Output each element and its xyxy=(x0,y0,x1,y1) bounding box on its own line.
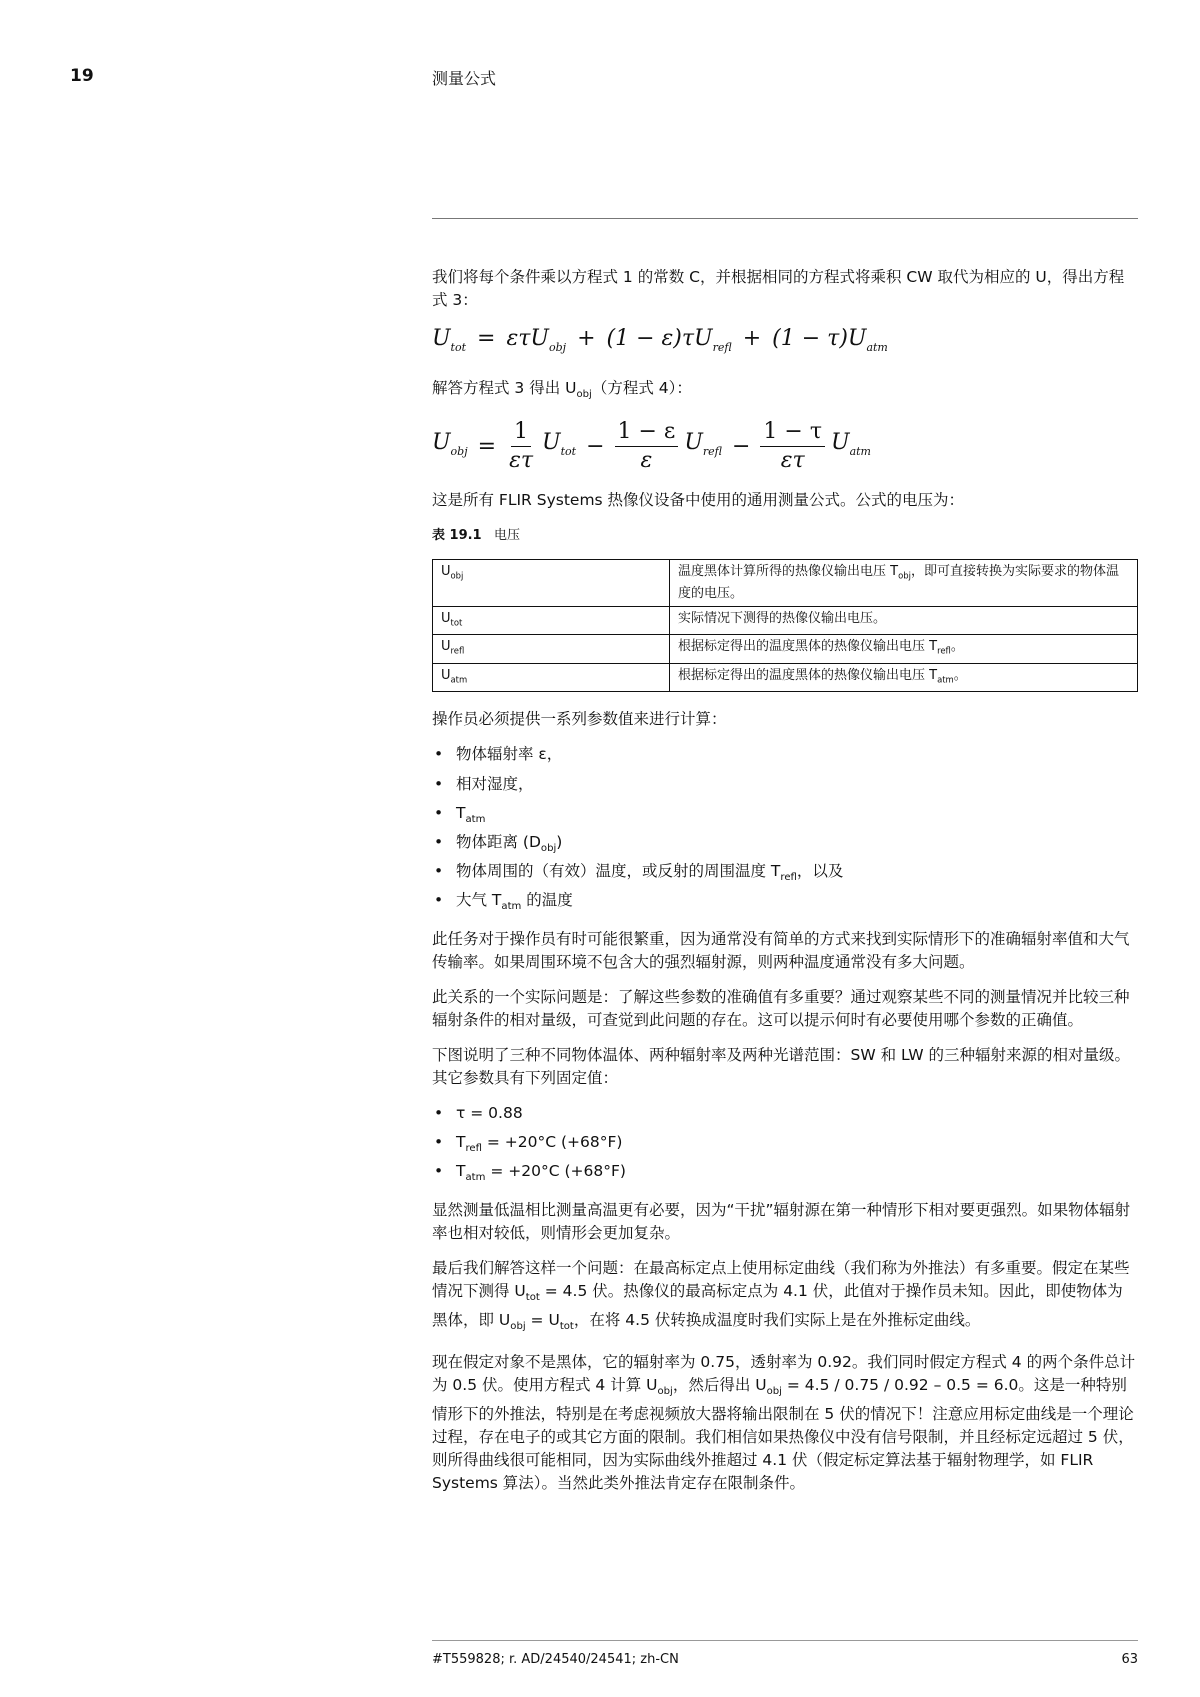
list-item: • $T_{refl} = +20^\circ C$ (+68°F) xyxy=(432,1131,1138,1160)
list-item: • 物体辐射率 ε， xyxy=(432,743,1138,772)
eq3-term1: ετU$_{obj}$ xyxy=(506,326,567,354)
table-cell-description: 根据标定得出的温度黑体的热像仪输出电压 $T_{refl}$。 xyxy=(670,635,1138,664)
main-content xyxy=(432,266,1138,1507)
eq3-term3: $(1 - \tau)U_{atm}$ xyxy=(772,326,888,354)
table-caption: 表 19.1 电压 xyxy=(432,528,521,544)
fixed-values-list xyxy=(432,1102,1138,1189)
footer-divider xyxy=(432,1640,1138,1641)
table-cell-symbol: $U_{atm}$ xyxy=(433,663,670,692)
table-cell-symbol: $U_{refl}$ xyxy=(433,635,670,664)
eq3-term2: $(1 - \varepsilon)\tau U_{refl}$ xyxy=(606,326,732,354)
table-cell-description: 根据标定得出的温度黑体的热像仪输出电压 $T_{atm}$。 xyxy=(670,663,1138,692)
paragraph-params-intro: 操作员必须提供一系列参数值来进行计算： xyxy=(432,710,727,729)
table-row xyxy=(433,663,1138,692)
eq4-fraction-2: $\frac{1 - \varepsilon}{\varepsilon}$ xyxy=(615,418,679,475)
table-cell-symbol: $U_{obj}$ xyxy=(433,560,670,607)
page-number: 63 xyxy=(1121,1652,1138,1667)
list-item: • τ = 0.88 xyxy=(432,1102,1138,1131)
eq4-fraction-1: $\frac{1}{\varepsilon\tau}$ xyxy=(509,419,534,474)
table-cell-description: 温度黑体计算所得的热像仪输出电压 $T_{obj}$，即可直接转换为实际要求的物体温度的电压。 xyxy=(670,560,1138,607)
table-row xyxy=(433,560,1138,607)
table-row xyxy=(433,635,1138,664)
chapter-number: 19 xyxy=(70,66,94,86)
paragraph-formula-note: 这是所有 FLIR Systems 热像仪设备中使用的通用测量公式。公式的电压为： xyxy=(432,491,965,510)
list-item: • 大气 $T_{atm}$ 的温度 xyxy=(432,889,1138,918)
list-item: • $T_{atm}$ xyxy=(432,802,1138,831)
voltage-table xyxy=(432,559,1138,692)
table-row xyxy=(433,606,1138,635)
equation-3: $U_{tot} = \varepsilon\tau U_{obj} + (1 - \varepsilon)\tau U_{refl} + (1 - \tau)U_{atm}$ xyxy=(432,326,888,354)
list-item: • 相对湿度， xyxy=(432,773,1138,802)
paragraph-solve: 解答方程式 3 得出 $U_{obj}$（方程式 4）： xyxy=(432,379,692,401)
paragraph-low-temperature: 显然测量低温相比测量高温更有必要，因为“干扰”辐射源在第一种情形下相对要更强烈。如果物体辐射率也相对较低，则情形会更加复杂。 xyxy=(432,1201,1131,1243)
paragraph-non-blackbody: 现在假定对象不是黑体，它的辐射率为 0.75，透射率为 0.92。我们同时假定方程式 4 的两个条件总计为 0.5 伏。使用方程式 4 计算 $U_{obj}$，然后得出 $U_{obj} = 4.5 / 0.75 / 0.92 - 0.5 = 6.0$。这是一种特别情形下的外推法，特别是在考虑视频放大器将输出限制在 5 伏的情况下！注意应用标定曲线是一个理论过程，存在电子的或其它方面的限制。我们相信如果热像仪中没有信号限制，并且经标定远超过 5 伏，则所得曲线很可能相同，因为实际曲线外推超过 4.1 伏（假定标定算法基于辐射物理学，如 FLIR Systems 算法）。当然此类外推法肯定存在限制条件。 xyxy=(432,1352,1136,1492)
eq4-fraction-3: $\frac{1 - \tau}{\varepsilon\tau}$ xyxy=(760,418,825,475)
table-cell-description: 实际情况下测得的热像仪输出电压。 xyxy=(670,606,1138,635)
paragraph-extrapolation: 最后我们解答这样一个问题：在最高标定点上使用标定曲线（我们称为外推法）有多重要。假定在某些情况下测得 $U_{tot} = 4.5$ 伏。热像仪的最高标定点为 4.1 伏，此值对于操作员未知。因此，即使物体为黑体，即 $U_{obj} = U_{tot}$，在将 4.5 伏转换成温度时我们实际上是在外推标定曲线。 xyxy=(432,1259,1130,1333)
paragraph-intro: 我们将每个条件乘以方程式 1 的常数 C，并根据相同的方程式将乘积 CW 取代为相应的 U，得出方程式 3： xyxy=(432,268,1125,309)
eq4-lhs: $U_{obj}$ xyxy=(432,429,468,458)
eq3-lhs: $U_{tot}$ xyxy=(432,326,467,354)
paragraph-figure-description: 下图说明了三种不同物体温体、两种辐射率及两种光谱范围：SW 和 LW 的三种辐射来源的相对量级。其它参数具有下列固定值： xyxy=(432,1046,1130,1088)
paragraph-practical-problem: 此关系的一个实际问题是：了解这些参数的准确值有多重要？通过观察某些不同的测量情况并比较三种辐射条件的相对量级，可查觉到此问题的存在。这可以提示何时有必要使用哪个参数的正确值。 xyxy=(432,988,1130,1030)
header-divider xyxy=(432,218,1138,219)
document-reference: #T559828; r. AD/24540/24541; zh-CN xyxy=(432,1652,679,1667)
params-list xyxy=(432,743,1138,918)
list-item: • $T_{atm} = +20^\circ C$ (+68°F) xyxy=(432,1160,1138,1189)
equation-4: $U_{obj}$ = $\frac{1}{\varepsilon\tau}$ $U_{tot}$ − $\frac{1 - \varepsilon}{\varepsilon}$ $U_{refl}$ − $\frac{1 - \tau}{\varepsilon\tau}$ $U_{atm}$ xyxy=(432,419,871,474)
list-item: • 物体周围的（有效）温度，或反射的周围温度 $T_{refl}$，以及 xyxy=(432,860,1138,889)
chapter-title: 测量公式 xyxy=(432,69,497,88)
paragraph-task-burden: 此任务对于操作员有时可能很繁重，因为通常没有简单的方式来找到实际情形下的准确辐射率值和大气传输率。如果周围环境不包含大的强烈辐射源，则两种温度通常没有多大问题。 xyxy=(432,930,1130,972)
table-cell-symbol: $U_{tot}$ xyxy=(433,606,670,635)
list-item: • 物体距离 $(D_{obj})$ xyxy=(432,831,1138,860)
